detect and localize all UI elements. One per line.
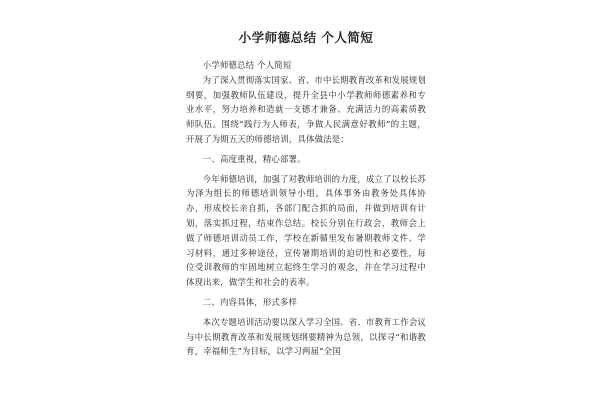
section-heading-1: 一、高度重视，精心部署。: [202, 153, 306, 164]
paragraph-section-2: 本次专题培训活动要以深入学习全国、省、市教育工作会议与中长期教育改革和发展规划纲要精神为总领，以探寻“和谐教育，幸福师生”为目标，以学习两届“全国: [186, 316, 426, 357]
document-body: [186, 58, 426, 359]
paragraph-intro: 为了深入贯彻落实国家、省、市中长期教育改革和发展规划纲要，加强教师队伍建设，提升全县中小学教师师德素养和专业水平，努力培养和造就一支德才兼备、充满活力的高素质教师队伍。围绕“践行为人师表，争做人民满意好教师”的主题，开展了为期五天的师德培训，具体做法是：: [186, 74, 426, 144]
paragraph-section-1: 今年师德培训，加强了对教师培训的力度，成立了以校长苏为泽为组长的师德培训领导小组，具体事务由教务处具体协办，形成校长亲自抓，各部门配合抓的局面，并做到培训有计划，落实抓过程，结束作总结。校长分别在行政会，教师会上做了师德培训动员工作，学校在新循里发布暑期教师文件、学习材料，通过多种途径，宣传暑期培训的迫切性和必要性，每位受训教师的牢固地树立起终生学习的观念，并在学习过程中体现出来，做学生和社会的表率。: [186, 173, 426, 288]
document-title: 小学师德总结 个人简短: [238, 30, 374, 45]
document-page: [186, 30, 426, 359]
section-heading-2: 二、内容具体，形式多样: [202, 296, 298, 307]
paragraph-subtitle: 小学师德总结 个人简短: [202, 60, 292, 70]
